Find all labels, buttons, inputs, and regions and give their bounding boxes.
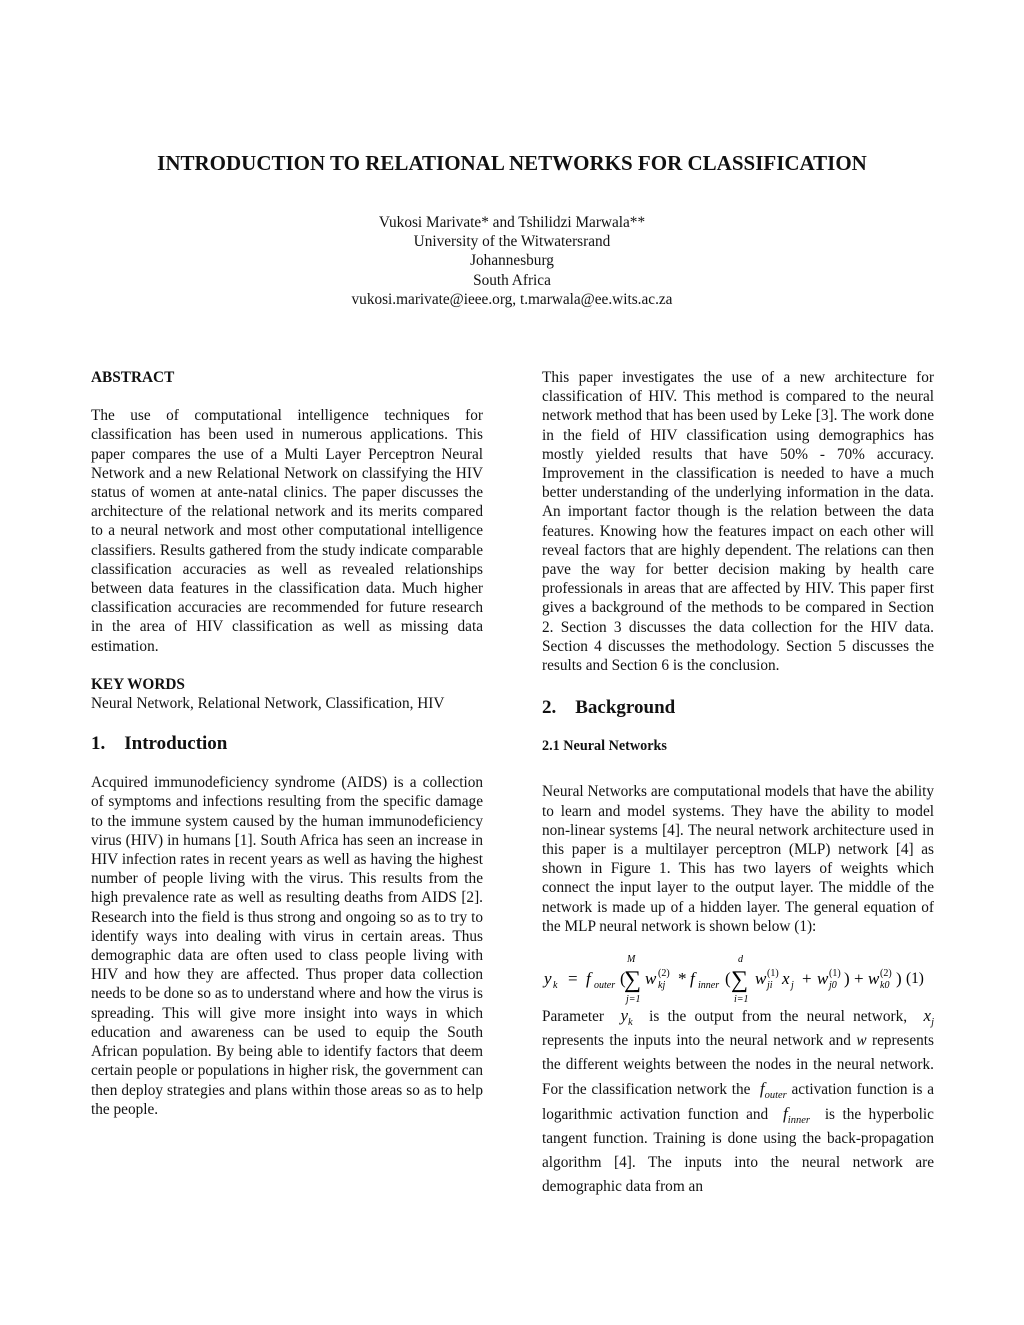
expl-x-sub: j: [931, 1017, 934, 1029]
eq-equals: =: [568, 969, 578, 989]
eq-sum1-lower: j=1: [626, 994, 641, 1006]
eq-b2-sub: k0: [880, 980, 890, 992]
eq-paren-close-1: ): [844, 969, 850, 989]
eq-w1-sup: (1): [767, 968, 779, 980]
eq-paren-close-2: ): [896, 969, 902, 989]
eq-sum1-sigma: ∑: [624, 967, 642, 994]
eq-w2: w: [645, 969, 657, 989]
intro-continued-text: This paper investigates the use of a new architecture for classification of HIV. This method is compared to the neural network method that has been used by Leke [3]. The work done in the field of HIV classification using demographics has mostly yielded results that have 50% - 70% accuracy. Improvement in the classification is needed to have a much better understanding of the underlying information in the data. An important factor though is the relation between the data features. Knowing how the features impact on each other will reveal factors that are highly dependent. The relations can then pave the way for better decision making by health care professionals in areas that are affected by HIV. This paper first gives a background of the methods to be compared in Section 2. Section 3 discusses the data collection for the HIV data. Section 4 discusses the methodology. Section 5 discusses the results and Section 6 is the conclusion.: [542, 369, 934, 675]
expl-d: represents the different weights between the nodes in the neural network. For the classification network the: [542, 1032, 934, 1099]
eq-w1-sub: ji: [767, 980, 773, 992]
eq-sum2-sigma: ∑: [731, 967, 749, 994]
eq-x: x: [782, 969, 790, 989]
expl-e: activation function is a logarithmic activation function and: [542, 1081, 934, 1124]
author-country: South Africa: [473, 271, 551, 289]
eq-plus-1: +: [802, 969, 812, 989]
eq-b1-sup: (1): [829, 968, 841, 980]
expl-f-inner-symbol: f: [783, 1104, 788, 1124]
author-names: Vukosi Marivate* and Tshilidzi Marwala**: [378, 214, 646, 231]
mlp-equation: [542, 950, 934, 1004]
introduction-text: Acquired immunodeficiency syndrome (AIDS) is a collection of symptoms and infections resulting from the specific damage to the immune system caused by the human immunodeficiency virus (HIV) in humans [1]. South Africa has seen an increase in HIV infection rates in recent years as well as having the highest number of people living with the virus. This results from the high prevalence rate as well as resulting deaths from AIDS [2]. Research into the field is thus strong and ongoing so as to try to identify ways into dealing with virus in certain areas. Thus demographic data are often used to class people living with HIV and how they are affected. Thus proper data collection needs to be done so as to understand where and how the virus is spreading. This will give more insight into ways in which education and awareness can be used to equip the South African population. By being able to identify factors that deem certain people or populations in higher risk, the government can then deploy strategies and plans within those areas so as to help the people.: [91, 774, 483, 1118]
eq-b1-sub: j0: [829, 980, 837, 992]
eq-f-inner: f: [690, 969, 695, 989]
expl-x-symbol: x: [923, 1006, 932, 1026]
eq-w2-sup: (2): [658, 968, 670, 980]
expl-f-outer-sub: outer: [764, 1090, 787, 1102]
expl-f: is the hyperbolic tangent function. Training is done using the back-propagation algorithm [4]. The inputs into the neural network are demographic data from an: [542, 1106, 934, 1196]
expl-f-outer-symbol: f: [759, 1079, 765, 1099]
eq-f-outer: f: [586, 969, 591, 989]
eq-sum1-upper: M: [627, 954, 636, 966]
eq-f-inner-sub: inner: [698, 980, 720, 992]
left-column: [91, 368, 483, 1119]
eq-f-outer-sub: outer: [594, 980, 616, 992]
neural-networks-subheading: 2.1 Neural Networks: [542, 738, 667, 755]
abstract-text: The use of computational intelligence techniques for classification has been used in numerous applications. This paper compares the use of a Multi Layer Perceptron Neural Network and a new Relational Network on classifying the HIV status of women at ante-natal clinics. The paper discusses the architecture of the relational network and its merits compared to a neural network and most other computational intelligence classifiers. Results gathered from the study indicate comparable classification accuracies as well as revealed relationships between data features in the classification data. Much higher classification accuracies are recommended for future research in the area of HIV classification as well as missing data estimation.: [91, 407, 483, 655]
expl-c: represents the inputs into the neural network and: [542, 1032, 851, 1050]
expl-w-symbol: w: [856, 1032, 867, 1050]
keywords-text: Neural Network, Relational Network, Classification, HIV: [91, 695, 445, 713]
eq-plus-2: +: [854, 969, 864, 989]
author-city: Johannesburg: [470, 252, 554, 270]
eq-lhs-sub: k: [553, 980, 558, 992]
eq-number: (1): [906, 970, 924, 988]
expl-a: Parameter: [542, 1008, 605, 1026]
eq-sum2-lower: i=1: [734, 994, 749, 1006]
background-heading: 2. Background: [542, 697, 676, 719]
introduction-heading: 1. Introduction: [91, 733, 228, 755]
right-column: [542, 368, 934, 1199]
abstract-heading: ABSTRACT: [91, 369, 175, 386]
author-block: [0, 213, 1024, 309]
eq-b2-sup: (2): [880, 968, 892, 980]
expl-y-symbol: y: [620, 1006, 629, 1026]
expl-y-sub: k: [628, 1017, 633, 1029]
eq-w2-sub: kj: [658, 980, 666, 992]
eq-w1: w: [755, 969, 767, 989]
expl-f-inner-sub: inner: [787, 1115, 810, 1127]
neural-networks-text: Neural Networks are computational models that have the ability to learn and model systems. They have the ability to model non-linear systems [4]. The neural network architecture used in this paper is a multilayer perceptron (MLP) network [4] as shown in Figure 1. This has two layers of weights which connect the input layer to the output layer. The middle of the network is made up of a hidden layer. The general equation of the MLP neural network is shown below (1):: [542, 783, 934, 935]
author-affiliation: University of the Witwatersrand: [413, 233, 611, 251]
eq-paren-open-2: (: [725, 969, 731, 989]
eq-lhs: y: [544, 969, 552, 989]
expl-b: is the output from the neural network,: [649, 1008, 908, 1026]
eq-paren-open-1: (: [620, 969, 626, 989]
eq-times: *: [678, 969, 687, 989]
eq-sum2-upper: d: [738, 954, 743, 966]
mlp-equation-svg: [542, 950, 934, 1004]
equation-explanation: [542, 1004, 934, 1199]
keywords-heading: KEY WORDS: [91, 675, 185, 693]
eq-x-sub: j: [791, 980, 794, 992]
eq-b2: w: [868, 969, 880, 989]
author-emails: vukosi.marivate@ieee.org, t.marwala@ee.wits.ac.za: [351, 290, 673, 308]
paper-title: INTRODUCTION TO RELATIONAL NETWORKS FOR CLASSIFICATION: [157, 151, 867, 175]
eq-b1: w: [817, 969, 829, 989]
